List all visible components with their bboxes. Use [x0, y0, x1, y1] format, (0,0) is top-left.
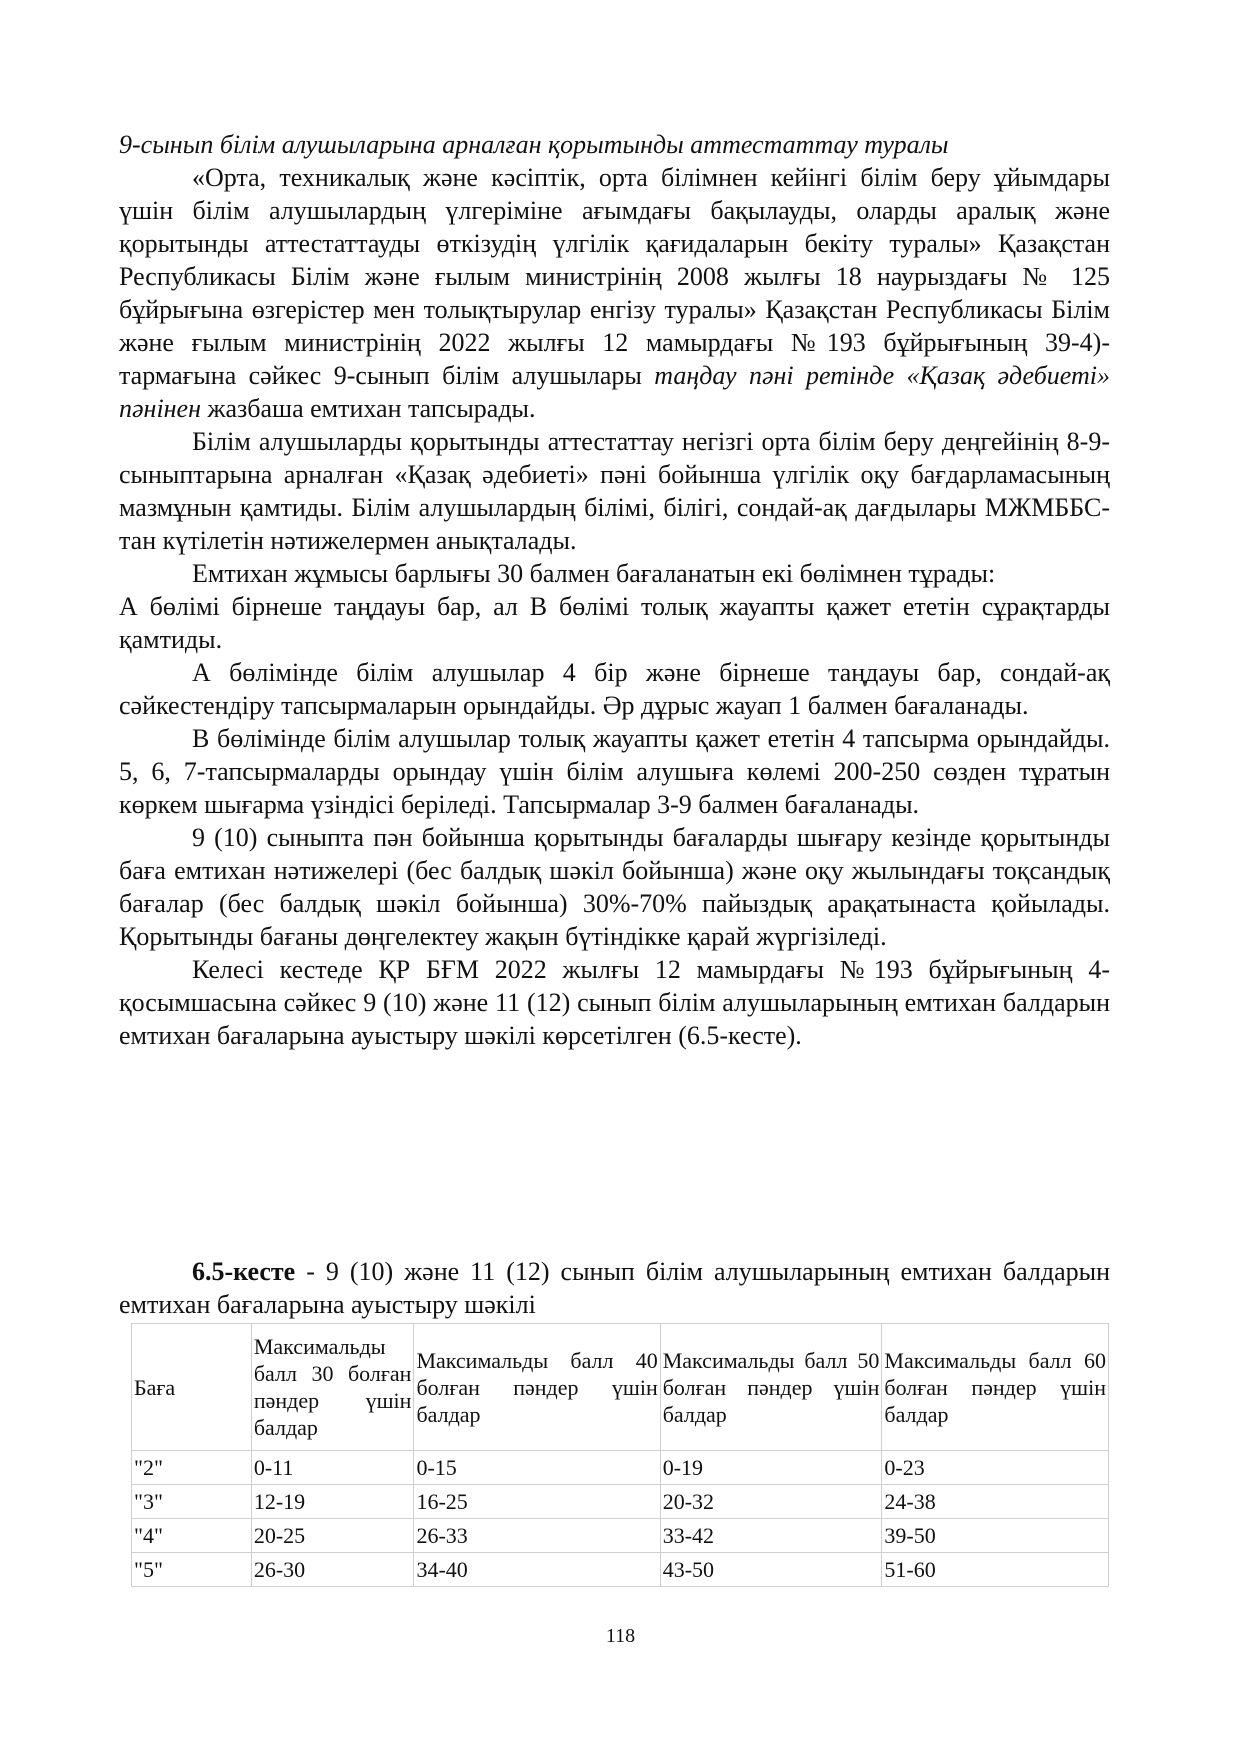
table-row — [132, 1451, 1109, 1485]
table-cell: 26-30 — [251, 1553, 414, 1587]
table-cell: 39-50 — [882, 1519, 1109, 1553]
table-cell: 0-15 — [414, 1451, 660, 1485]
table-row — [132, 1485, 1109, 1519]
table-cell: 12-19 — [251, 1485, 414, 1519]
table-cell: 20-25 — [251, 1519, 414, 1553]
table-caption — [119, 1255, 1110, 1321]
table-cell: "3" — [132, 1485, 252, 1519]
paragraph-1-text: «Орта, техникалық және кәсіптік, орта білімнен кейінгі білім беру ұйымдары үшін білім алушылардың үлгеріміне ағымдағы бақылауды, оларды аралық және қорытынды аттестаттауды өткізудің үлгілік қағидаларын бекіту туралы» Қазақстан Республикасы Білім және ғылым министрінің 2008 жылғы 18 наурыздағы № 125 бұйрығына өзгерістер мен толықтырулар енгізу туралы» Қазақстан Республикасы Білім және ғылым министрінің 2022 жылғы 12 мамырдағы №193 бұйрығының 39-4)-тармағына сәйкес 9-сынып білім алушылары — [119, 163, 1110, 390]
table-header-cell: Максимальды балл 30 болған пәндер үшін балдар — [251, 1324, 414, 1451]
table-header-cell: Максимальды балл 40 болған пәндер үшін балдар — [414, 1324, 660, 1451]
body-text — [119, 128, 1110, 1052]
table-cell: 26-33 — [414, 1519, 660, 1553]
paragraph-3-line-1: Емтихан жұмысы барлығы 30 балмен бағаланатын екі бөлімнен тұрады: — [192, 559, 996, 588]
paragraph-1-end-text: жазбаша емтихан тапсырады. — [201, 394, 536, 423]
paragraph-1-italic-text: таңдау пәні ретінде «Қазақ әдебиеті» пәнінен — [119, 361, 1110, 423]
paragraph-4: А бөлімінде білім алушылар 4 бір және бірнеше таңдауы бар, сондай-ақ сәйкестендіру тапсырмаларын орындайды. Әр дұрыс жауап 1 балмен бағаланады. — [119, 658, 1110, 720]
table-cell: 24-38 — [882, 1485, 1109, 1519]
paragraph-3-rest: А бөлімі бірнеше таңдауы бар, ал В бөлімі толық жауапты қажет ететін сұрақтарды қамтиды. — [119, 592, 1110, 654]
table-cell: 34-40 — [414, 1553, 660, 1587]
table-cell: "2" — [132, 1451, 252, 1485]
table-cell: "5" — [132, 1553, 252, 1587]
table-header-cell: Баға — [132, 1324, 252, 1451]
table-cell: 20-32 — [660, 1485, 882, 1519]
table-cell: 43-50 — [660, 1553, 882, 1587]
paragraph-7: Келесі кестеде ҚР БҒМ 2022 жылғы 12 мамырдағы №193 бұйрығының 4-қосымшасына сәйкес 9 (10) және 11 (12) сынып білім алушыларының емтихан балдарын емтихан бағаларына ауыстыру шәкілі көрсетілген (6.5-кесте). — [119, 955, 1110, 1050]
table-row — [132, 1553, 1109, 1587]
table-cell: 0-19 — [660, 1451, 882, 1485]
page-number: 118 — [605, 1625, 636, 1647]
paragraph-2: Білім алушыларды қорытынды аттестаттау негізгі орта білім беру деңгейінің 8-9-сыныптарына арналған «Қазақ әдебиеті» пәні бойынша үлгілік оқу бағдарламасының мазмұнын қамтиды. Білім алушылардың білімі, білігі, сондай-ақ дағдылары МЖМББС-тан күтілетін нәтижелермен анықталады. — [119, 427, 1110, 555]
table-row — [132, 1519, 1109, 1553]
paragraph-6: 9 (10) сыныпта пән бойынша қорытынды бағаларды шығару кезінде қорытынды баға емтихан нәтижелері (бес балдық шәкіл бойынша) және оқу жылындағы тоқсандық бағалар (бес балдық шәкіл бойынша) 30%-70% пайыздық арақатынаста қойылады. Қорытынды бағаны дөңгелектеу жақын бүтіндікке қарай жүргізіледі. — [119, 823, 1110, 951]
table-header-row — [132, 1324, 1109, 1451]
table-cell: 16-25 — [414, 1485, 660, 1519]
table-cell: 0-23 — [882, 1451, 1109, 1485]
section-title: 9-сынып білім алушыларына арналған қорытынды аттестаттау туралы — [119, 130, 949, 159]
table-header-cell: Максимальды балл 50 болған пәндер үшін балдар — [660, 1324, 882, 1451]
grade-conversion-table — [131, 1323, 1109, 1587]
table-cell: 33-42 — [660, 1519, 882, 1553]
table-cell: "4" — [132, 1519, 252, 1553]
table-header-cell: Максимальды балл 60 болған пәндер үшін балдар — [882, 1324, 1109, 1451]
table-cell: 51-60 — [882, 1553, 1109, 1587]
table-caption-text: - 9 (10) және 11 (12) сынып білім алушыларының емтихан балдарын емтихан бағаларына ауыстыру шәкілі — [119, 1257, 1110, 1319]
table-cell: 0-11 — [251, 1451, 414, 1485]
paragraph-1 — [119, 161, 1110, 425]
paragraph-5: В бөлімінде білім алушылар толық жауапты қажет ететін 4 тапсырма орындайды. 5, 6, 7-тапсырмаларды орындау үшін білім алушыға көлемі 200-250 сөзден тұратын көркем шығарма үзіндісі беріледі. Тапсырмалар 3-9 балмен бағаланады. — [119, 724, 1110, 819]
table-caption-label: 6.5-кесте — [192, 1257, 296, 1286]
